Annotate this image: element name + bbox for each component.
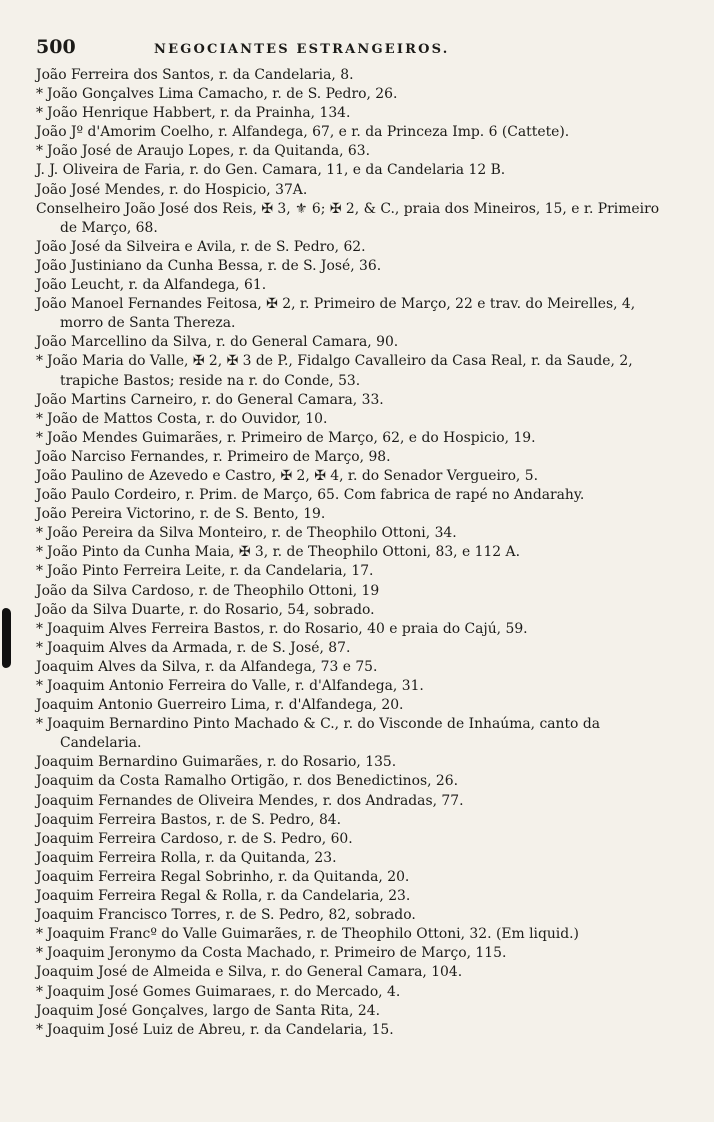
merchant-entry bbox=[36, 295, 676, 333]
merchant-entry bbox=[36, 582, 676, 601]
entry-text: Joaquim José Luiz de Abreu, r. da Candelaria, 15. bbox=[46, 1021, 394, 1038]
merchant-entry bbox=[36, 200, 676, 238]
entry-text: João Mendes Guimarães, r. Primeiro de Março, 62, e do Hospicio, 19. bbox=[46, 429, 536, 446]
merchant-entry bbox=[36, 830, 676, 849]
merchant-entry bbox=[36, 467, 676, 486]
entry-text: João José de Araujo Lopes, r. da Quitanda, 63. bbox=[46, 143, 371, 160]
asterisk-mark: * bbox=[36, 525, 43, 542]
entry-text: João Henrique Habbert, r. da Prainha, 134. bbox=[46, 105, 351, 122]
asterisk-mark: * bbox=[36, 1021, 43, 1038]
merchant-entry bbox=[36, 792, 676, 811]
entry-text: João Ferreira dos Santos, r. da Candelaria, 8. bbox=[36, 67, 354, 83]
entry-text: Joaquim Fernandes de Oliveira Mendes, r. dos Andradas, 77. bbox=[36, 792, 464, 809]
entry-text: João Jº d'Amorim Coelho, r. Alfandega, 67, e r. da Princeza Imp. 6 (Cattete). bbox=[36, 124, 570, 141]
merchant-entry bbox=[36, 181, 676, 200]
page-header bbox=[36, 36, 676, 62]
merchant-list bbox=[36, 66, 676, 1040]
merchant-entry bbox=[36, 448, 676, 467]
entry-text: João Leucht, r. da Alfandega, 61. bbox=[36, 277, 267, 294]
asterisk-mark: * bbox=[36, 983, 43, 1000]
entry-text: Joaquim Alves da Silva, r. da Alfandega, 73 e 75. bbox=[36, 658, 378, 675]
merchant-entry bbox=[36, 772, 676, 791]
merchant-entry bbox=[36, 677, 676, 696]
asterisk-mark: * bbox=[36, 678, 43, 694]
asterisk-mark: * bbox=[36, 945, 43, 962]
merchant-entry bbox=[36, 505, 676, 524]
merchant-entry bbox=[36, 352, 676, 390]
merchant-entry bbox=[36, 1021, 676, 1040]
entry-text: Joaquim José Gonçalves, largo de Santa Rita, 24. bbox=[36, 1002, 380, 1019]
entry-text: João Narciso Fernandes, r. Primeiro de Março, 98. bbox=[36, 448, 391, 465]
merchant-entry bbox=[36, 543, 676, 562]
merchant-entry bbox=[36, 925, 676, 944]
entry-text: Joaquim Ferreira Bastos, r. de S. Pedro, 84. bbox=[36, 811, 342, 828]
merchant-entry bbox=[36, 276, 676, 295]
asterisk-mark: * bbox=[36, 353, 43, 370]
entry-text: Joaquim Antonio Guerreiro Lima, r. d'Alfandega, 20. bbox=[36, 697, 404, 714]
entry-text: Joaquim José Gomes Guimaraes, r. do Mercado, 4. bbox=[46, 983, 401, 1000]
page-number: 500 bbox=[36, 36, 76, 58]
merchant-entry bbox=[36, 601, 676, 620]
entry-text: João Gonçalves Lima Camacho, r. de S. Pedro, 26. bbox=[46, 86, 398, 103]
merchant-entry bbox=[36, 868, 676, 887]
entry-text: João Martins Carneiro, r. do General Camara, 33. bbox=[36, 391, 384, 408]
merchant-entry bbox=[36, 524, 676, 543]
entry-text: Joaquim Francisco Torres, r. de S. Pedro, 82, sobrado. bbox=[36, 907, 416, 924]
merchant-entry bbox=[36, 983, 676, 1002]
entry-text: Joaquim Ferreira Regal Sobrinho, r. da Quitanda, 20. bbox=[36, 868, 410, 885]
entry-text: Joaquim Francº do Valle Guimarães, r. de Theophilo Ottoni, 32. (Em liquid.) bbox=[46, 926, 579, 943]
asterisk-mark: * bbox=[36, 926, 43, 943]
asterisk-mark: * bbox=[36, 639, 43, 656]
entry-text: Conselheiro João José dos Reis, ✠ 3, ⚜ 6; ✠ 2, & C., praia dos Mineiros, 15, e r. Primeiro de Março, 68. bbox=[36, 200, 660, 236]
entry-text: Joaquim Bernardino Guimarães, r. do Rosario, 135. bbox=[36, 754, 397, 771]
entry-text: Joaquim Bernardino Pinto Machado & C., r. do Visconde de Inhaúma, canto da Candelaria. bbox=[46, 716, 601, 752]
asterisk-mark: * bbox=[36, 563, 43, 580]
directory-page bbox=[36, 36, 676, 1040]
asterisk-mark: * bbox=[36, 620, 43, 637]
asterisk-mark: * bbox=[36, 716, 43, 733]
entry-text: João José da Silveira e Avila, r. de S. Pedro, 62. bbox=[36, 238, 366, 255]
merchant-entry bbox=[36, 715, 676, 753]
merchant-entry bbox=[36, 333, 676, 352]
entry-text: João Pinto da Cunha Maia, ✠ 3, r. de Theophilo Ottoni, 83, e 112 A. bbox=[46, 544, 520, 561]
entry-text: João José Mendes, r. do Hospicio, 37A. bbox=[36, 181, 308, 198]
asterisk-mark: * bbox=[36, 143, 43, 160]
asterisk-mark: * bbox=[36, 105, 43, 122]
entry-text: João Manoel Fernandes Feitosa, ✠ 2, r. Primeiro de Março, 22 e trav. do Meirelles, 4, morro de Santa Thereza. bbox=[36, 296, 636, 332]
entry-text: João Paulo Cordeiro, r. Prim. de Março, 65. Com fabrica de rapé no Andarahy. bbox=[36, 487, 585, 504]
asterisk-mark: * bbox=[36, 410, 43, 427]
entry-text: Joaquim Alves da Armada, r. de S. José, 87. bbox=[46, 639, 351, 656]
merchant-entry bbox=[36, 142, 676, 161]
merchant-entry bbox=[36, 391, 676, 410]
merchant-entry bbox=[36, 161, 676, 180]
page-edge-blot bbox=[2, 608, 11, 668]
merchant-entry bbox=[36, 104, 676, 123]
entry-text: João da Silva Duarte, r. do Rosario, 54, sobrado. bbox=[36, 601, 375, 618]
merchant-entry bbox=[36, 429, 676, 448]
entry-text: João Maria do Valle, ✠ 2, ✠ 3 de P., Fidalgo Cavalleiro da Casa Real, r. da Saude, 2, trapiche Bastos; reside na r. do Conde, 53. bbox=[46, 353, 633, 389]
entry-text: J. J. Oliveira de Faria, r. do Gen. Camara, 11, e da Candelaria 12 B. bbox=[36, 162, 506, 179]
entry-text: Joaquim Ferreira Regal & Rolla, r. da Candelaria, 23. bbox=[36, 888, 411, 905]
merchant-entry bbox=[36, 696, 676, 715]
merchant-entry bbox=[36, 906, 676, 925]
entry-text: Joaquim Antonio Ferreira do Valle, r. d'Alfandega, 31. bbox=[46, 678, 424, 694]
entry-text: Joaquim Ferreira Rolla, r. da Quitanda, 23. bbox=[36, 849, 337, 866]
merchant-entry bbox=[36, 887, 676, 906]
merchant-entry bbox=[36, 486, 676, 505]
entry-text: João Paulino de Azevedo e Castro, ✠ 2, ✠ 4, r. do Senador Vergueiro, 5. bbox=[36, 467, 539, 484]
asterisk-mark: * bbox=[36, 544, 43, 561]
merchant-entry bbox=[36, 849, 676, 868]
merchant-entry bbox=[36, 238, 676, 257]
merchant-entry bbox=[36, 811, 676, 830]
running-title: NEGOCIANTES ESTRANGEIROS. bbox=[154, 42, 450, 57]
entry-text: Joaquim José de Almeida e Silva, r. do General Camara, 104. bbox=[36, 964, 463, 981]
entry-text: João Pinto Ferreira Leite, r. da Candelaria, 17. bbox=[46, 563, 374, 580]
merchant-entry bbox=[36, 562, 676, 581]
merchant-entry bbox=[36, 620, 676, 639]
entry-text: Joaquim Jeronymo da Costa Machado, r. Primeiro de Março, 115. bbox=[46, 945, 507, 962]
entry-text: João da Silva Cardoso, r. de Theophilo Ottoni, 19 bbox=[36, 582, 380, 599]
merchant-entry bbox=[36, 66, 676, 85]
entry-text: João Pereira da Silva Monteiro, r. de Theophilo Ottoni, 34. bbox=[46, 525, 457, 542]
merchant-entry bbox=[36, 410, 676, 429]
merchant-entry bbox=[36, 944, 676, 963]
merchant-entry bbox=[36, 123, 676, 142]
entry-text: João de Mattos Costa, r. do Ouvidor, 10. bbox=[46, 410, 328, 427]
merchant-entry bbox=[36, 639, 676, 658]
merchant-entry bbox=[36, 1002, 676, 1021]
entry-text: Joaquim da Costa Ramalho Ortigão, r. dos Benedictinos, 26. bbox=[36, 773, 459, 790]
entry-text: Joaquim Alves Ferreira Bastos, r. do Rosario, 40 e praia do Cajú, 59. bbox=[46, 620, 528, 637]
merchant-entry bbox=[36, 963, 676, 982]
asterisk-mark: * bbox=[36, 429, 43, 446]
entry-text: João Marcellino da Silva, r. do General Camara, 90. bbox=[36, 334, 399, 351]
merchant-entry bbox=[36, 658, 676, 677]
merchant-entry bbox=[36, 753, 676, 772]
entry-text: João Pereira Victorino, r. de S. Bento, 19. bbox=[36, 506, 326, 523]
asterisk-mark: * bbox=[36, 86, 43, 103]
entry-text: Joaquim Ferreira Cardoso, r. de S. Pedro, 60. bbox=[36, 830, 353, 847]
entry-text: João Justiniano da Cunha Bessa, r. de S. José, 36. bbox=[36, 257, 382, 274]
merchant-entry bbox=[36, 257, 676, 276]
merchant-entry bbox=[36, 85, 676, 104]
